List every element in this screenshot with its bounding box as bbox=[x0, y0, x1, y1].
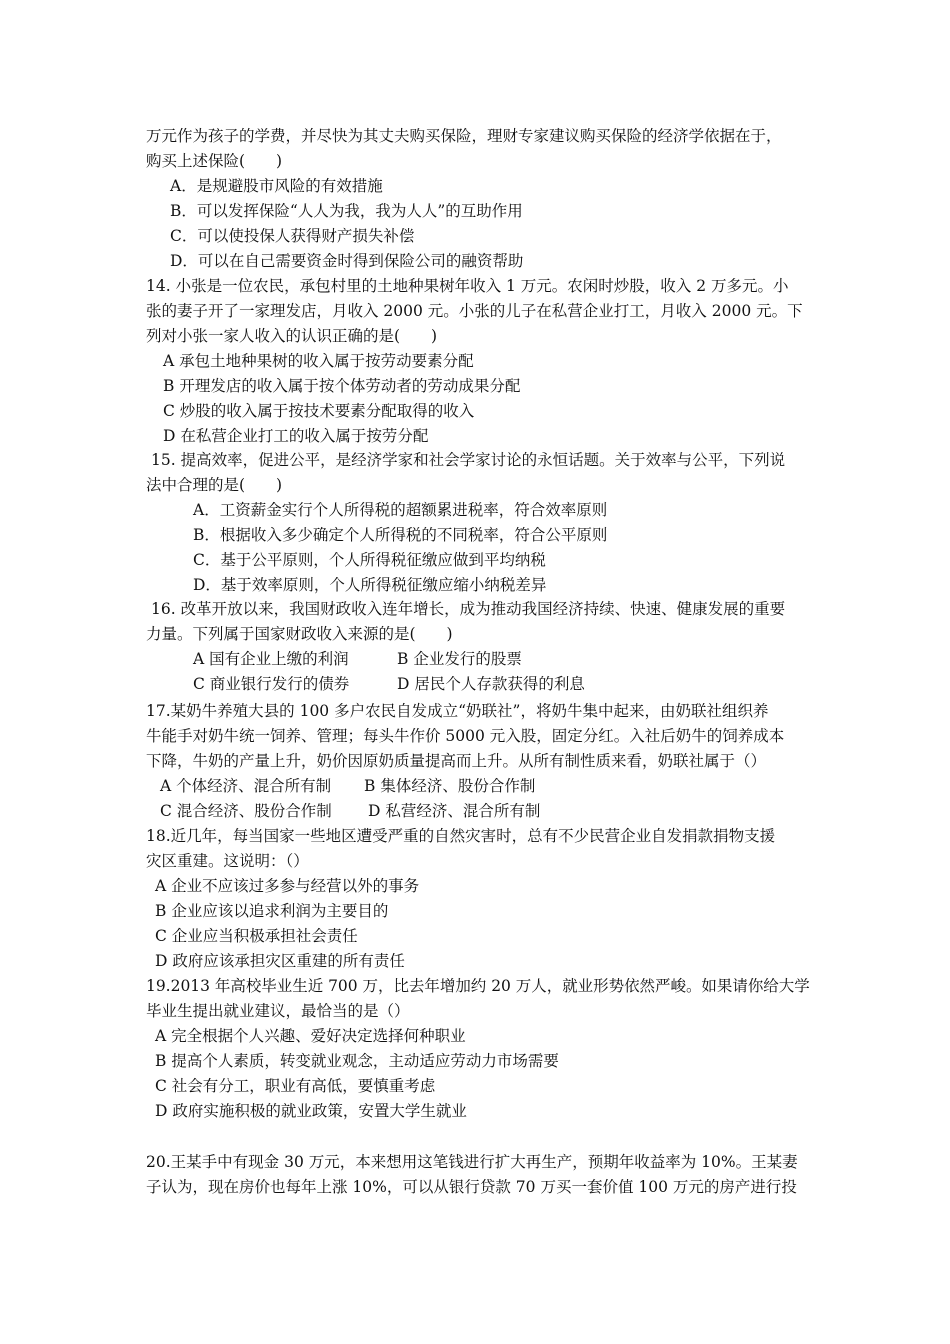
option-b: B 开理发店的收入属于按个体劳动者的劳动成果分配 bbox=[163, 377, 521, 395]
option-b: B 企业发行的股票 bbox=[397, 650, 522, 668]
question-stem: 万元作为孩子的学费，并尽快为其丈夫购买保险，理财专家建议购买保险的经济学依据在于， bbox=[146, 127, 782, 145]
option-b: B．根据收入多少确定个人所得税的不同税率，符合公平原则 bbox=[193, 526, 608, 544]
option-a: A．是规避股市风险的有效措施 bbox=[170, 177, 383, 195]
question-stem: 下降，牛奶的产量上升，奶价因原奶质量提高而上升。从所有制性质来看，奶联社属于（） bbox=[146, 752, 767, 770]
question-stem: 16. 改革开放以来，我国财政收入连年增长，成为推动我国经济持续、快速、健康发展的重要 bbox=[151, 600, 786, 618]
option-b: B 企业应该以追求利润为主要目的 bbox=[155, 902, 389, 920]
question-stem: 列对小张一家人收入的认识正确的是( ) bbox=[146, 327, 438, 345]
option-d: D．可以在自己需要资金时得到保险公司的融资帮助 bbox=[170, 252, 524, 270]
question-stem: 15. 提高效率，促进公平，是经济学家和社会学家讨论的永恒话题。关于效率与公平，下列说 bbox=[151, 451, 786, 469]
option-d: D 政府应该承担灾区重建的所有责任 bbox=[155, 952, 405, 970]
option-c: C 混合经济、股份合作制 bbox=[160, 802, 332, 820]
option-c: C．可以使投保人获得财产损失补偿 bbox=[170, 227, 415, 245]
question-stem: 张的妻子开了一家理发店，月收入 2000 元。小张的儿子在私营企业打工，月收入 2000 元。下 bbox=[146, 302, 803, 320]
option-a: A 个体经济、混合所有制 bbox=[160, 777, 332, 795]
option-d: D 政府实施积极的就业政策，安置大学生就业 bbox=[155, 1102, 467, 1120]
option-d: D 私营经济、混合所有制 bbox=[368, 802, 541, 820]
question-stem: 20.王某手中有现金 30 万元，本来想用这笔钱进行扩大再生产，预期年收益率为 10%。王某妻 bbox=[146, 1153, 798, 1171]
question-stem: 19.2013 年高校毕业生近 700 万，比去年增加约 20 万人，就业形势依然严峻。如果请你给大学 bbox=[146, 977, 810, 995]
option-b: B 集体经济、股份合作制 bbox=[364, 777, 536, 795]
question-stem: 灾区重建。这说明：（） bbox=[146, 852, 309, 870]
option-d: D 居民个人存款获得的利息 bbox=[397, 675, 585, 693]
option-c: C 社会有分工，职业有高低，要慎重考虑 bbox=[155, 1077, 436, 1095]
question-stem: 18.近几年，每当国家一些地区遭受严重的自然灾害时，总有不少民营企业自发捐款捐物支援 bbox=[146, 827, 776, 845]
question-stem: 力量。下列属于国家财政收入来源的是( ) bbox=[146, 625, 453, 643]
option-a: A 承包土地种果树的收入属于按劳动要素分配 bbox=[163, 352, 474, 370]
option-c: C 企业应当积极承担社会责任 bbox=[155, 927, 358, 945]
question-stem: 购买上述保险( ) bbox=[146, 152, 283, 170]
option-c: C 炒股的收入属于按技术要素分配取得的收入 bbox=[163, 402, 475, 420]
option-a: A 完全根据个人兴趣、爱好决定选择何种职业 bbox=[155, 1027, 466, 1045]
option-a: A 企业不应该过多参与经营以外的事务 bbox=[155, 877, 420, 895]
option-c: C．基于公平原则，个人所得税征缴应做到平均纳税 bbox=[193, 551, 546, 569]
question-stem: 法中合理的是( ) bbox=[146, 476, 283, 494]
option-b: B．可以发挥保险“人人为我，我为人人”的互助作用 bbox=[170, 202, 523, 220]
option-a: A．工资薪金实行个人所得税的超额累进税率，符合效率原则 bbox=[193, 501, 608, 519]
question-stem: 17.某奶牛养殖大县的 100 多户农民自发成立“奶联社”，将奶牛集中起来，由奶联社组织养 bbox=[146, 702, 769, 720]
question-stem: 牛能手对奶牛统一饲养、管理；每头牛作价 5000 元入股，固定分红。入社后奶牛的饲养成本 bbox=[146, 727, 785, 745]
question-stem: 毕业生提出就业建议，最恰当的是（） bbox=[146, 1002, 410, 1020]
option-d: D 在私营企业打工的收入属于按劳分配 bbox=[163, 427, 429, 445]
option-b: B 提高个人素质，转变就业观念，主动适应劳动力市场需要 bbox=[155, 1052, 559, 1070]
option-a: A 国有企业上缴的利润 bbox=[193, 650, 349, 668]
question-stem: 子认为，现在房价也每年上涨 10%，可以从银行贷款 70 万买一套价值 100 万元的房产进行投 bbox=[146, 1178, 797, 1196]
question-stem: 14. 小张是一位农民，承包村里的土地种果树年收入 1 万元。农闲时炒股，收入 2 万多元。小 bbox=[146, 277, 789, 295]
option-c: C 商业银行发行的债券 bbox=[193, 675, 350, 693]
option-d: D．基于效率原则，个人所得税征缴应缩小纳税差异 bbox=[193, 576, 547, 594]
